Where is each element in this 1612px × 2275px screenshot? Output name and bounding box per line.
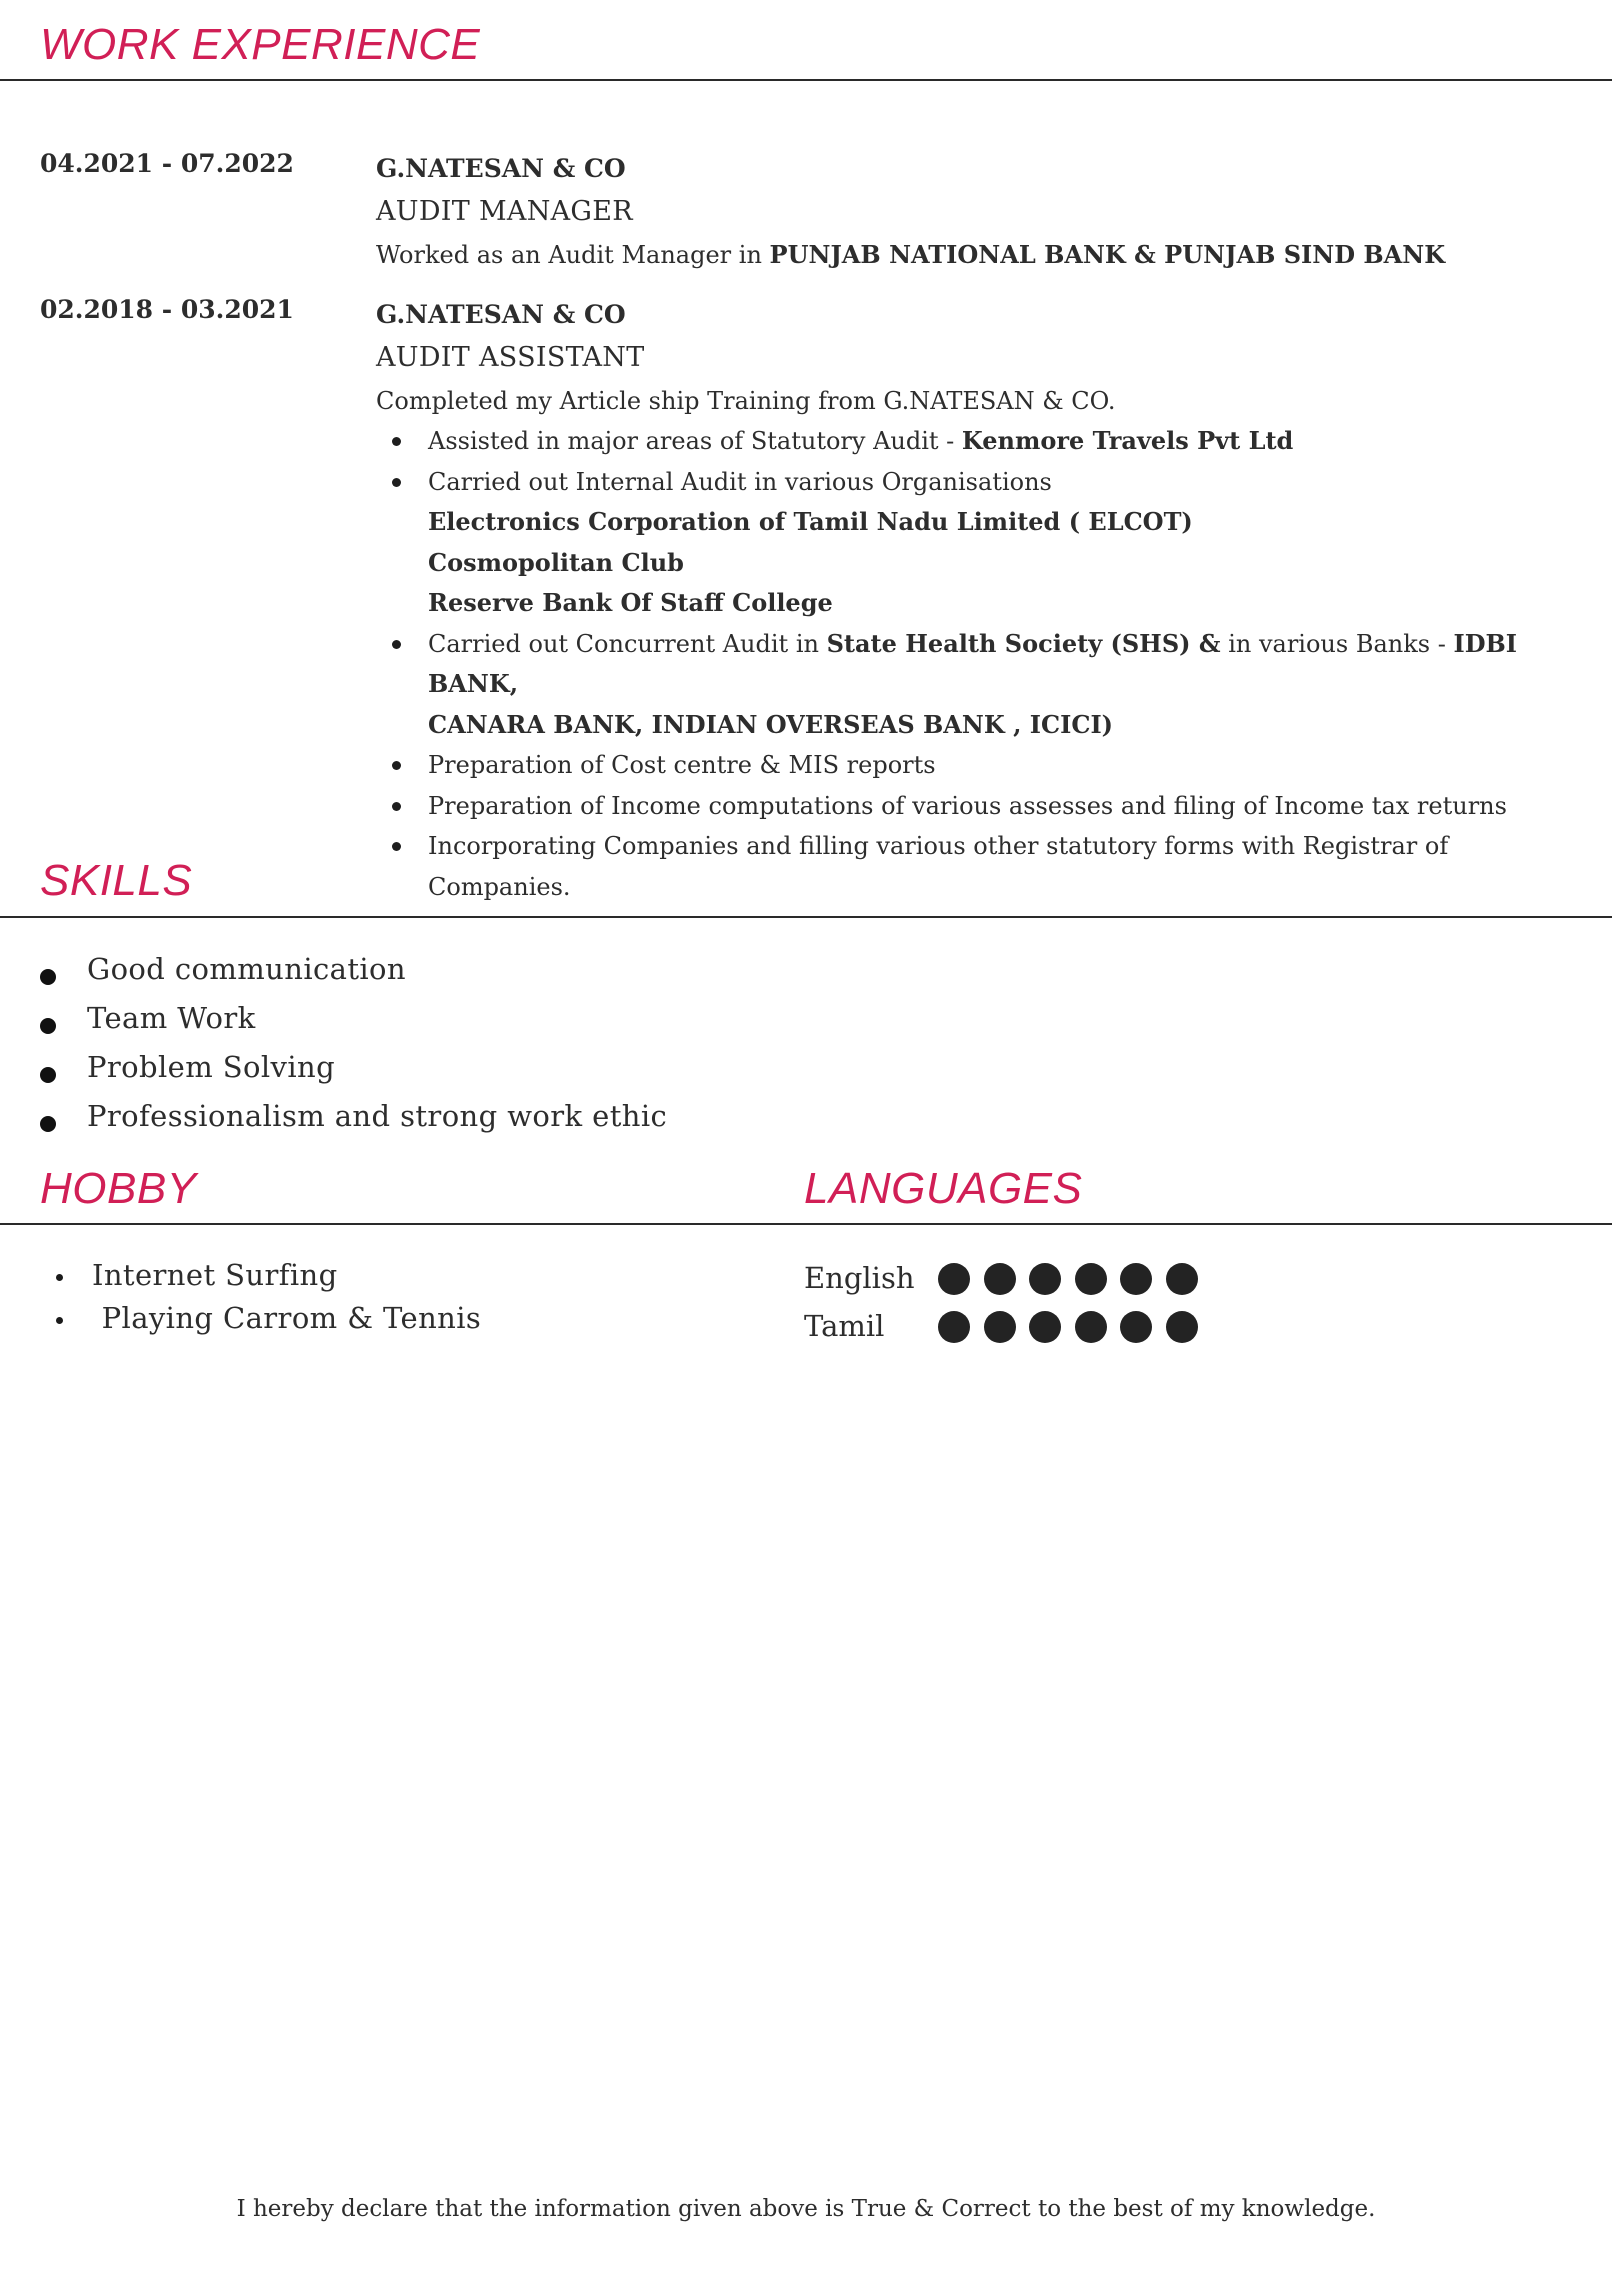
duty-client: CANARA BANK, INDIAN OVERSEAS BANK , ICICI) (428, 709, 1114, 739)
duty-text: Carried out Internal Audit in various Organisations (428, 467, 1052, 496)
duty-item (376, 624, 1596, 746)
duty-item (376, 421, 1596, 462)
skill-item: Good communication (40, 948, 667, 997)
hobby-languages-divider (0, 1223, 1612, 1225)
proficiency-dot (1166, 1263, 1198, 1295)
skill-item: Team Work (40, 997, 667, 1046)
duty-item (376, 745, 1596, 786)
duty-text: Assisted in major areas of Statutory Audit - (428, 427, 962, 455)
duty-text: in various Banks - (1220, 629, 1454, 658)
language-rating (938, 1311, 1211, 1343)
duty-client: Kenmore Travels Pvt Ltd (961, 426, 1294, 455)
proficiency-dot (1120, 1311, 1152, 1343)
language-rating (938, 1263, 1211, 1295)
duty-client: Cosmopolitan Club (428, 547, 684, 577)
work-experience-heading: WORK EXPERIENCE (40, 20, 481, 69)
duty-ampersand: & (1190, 628, 1221, 658)
job-company: G.NATESAN & CO (376, 300, 626, 329)
language-name: Tamil (804, 1309, 885, 1343)
job-summary (376, 235, 1596, 275)
job-company: G.NATESAN & CO (376, 154, 626, 183)
proficiency-dot (1166, 1311, 1198, 1343)
skills-heading: SKILLS (40, 856, 193, 905)
skills-divider (0, 916, 1612, 918)
skill-item: Professionalism and strong work ethic (40, 1095, 667, 1144)
proficiency-dot (938, 1263, 970, 1295)
proficiency-dot (984, 1311, 1016, 1343)
languages-heading: LANGUAGES (804, 1164, 1083, 1213)
duty-client: Reserve Bank Of Staff College (428, 588, 833, 617)
hobby-item: Playing Carrom & Tennis (40, 1298, 481, 1341)
job-details (376, 149, 1596, 275)
work-experience-divider (0, 79, 1612, 81)
declaration-text: I hereby declare that the information given above is True & Correct to the best of my knowledge. (236, 2196, 1376, 2222)
hobby-heading: HOBBY (40, 1164, 197, 1213)
duty-item (376, 462, 1596, 624)
hobby-item: Internet Surfing (40, 1255, 481, 1298)
proficiency-dot (1029, 1263, 1061, 1295)
hobby-list (40, 1255, 481, 1341)
duty-text: Incorporating Companies and filling various other statutory forms with Registrar of Companies. (428, 832, 1449, 901)
language-name: English (804, 1261, 915, 1295)
skill-item: Problem Solving (40, 1046, 667, 1095)
job-role: AUDIT MANAGER (376, 196, 633, 227)
job-summary-banks: PUNJAB NATIONAL BANK & PUNJAB SIND BANK (769, 240, 1446, 269)
job-summary: Completed my Article ship Training from G.NATESAN & CO. (376, 387, 1116, 415)
proficiency-dot (984, 1263, 1016, 1295)
proficiency-dot (1120, 1263, 1152, 1295)
duty-client: Electronics Corporation of Tamil Nadu Limited ( ELCOT) (428, 507, 1193, 536)
duty-text: Preparation of Cost centre & MIS reports (428, 751, 936, 779)
duty-text: Preparation of Income computations of various assesses and filing of Income tax returns (428, 791, 1507, 820)
proficiency-dot (1029, 1311, 1061, 1343)
duty-client: State Health Society (SHS) (826, 628, 1191, 658)
skills-list (40, 948, 667, 1144)
duty-client: IDBI BANK, (428, 628, 1518, 698)
proficiency-dot (1075, 1263, 1107, 1295)
proficiency-dot (1075, 1311, 1107, 1343)
job-summary-text: Worked as an Audit Manager in (376, 241, 770, 269)
duties-list (376, 421, 1596, 907)
job-dates: 02.2018 - 03.2021 (40, 295, 294, 324)
duty-text: Carried out Concurrent Audit in (428, 629, 827, 658)
proficiency-dot (938, 1311, 970, 1343)
duty-item (376, 786, 1596, 827)
job-details (376, 295, 1596, 907)
duty-item (376, 826, 1596, 907)
job-dates: 04.2021 - 07.2022 (40, 149, 294, 178)
job-role: AUDIT ASSISTANT (376, 342, 645, 373)
